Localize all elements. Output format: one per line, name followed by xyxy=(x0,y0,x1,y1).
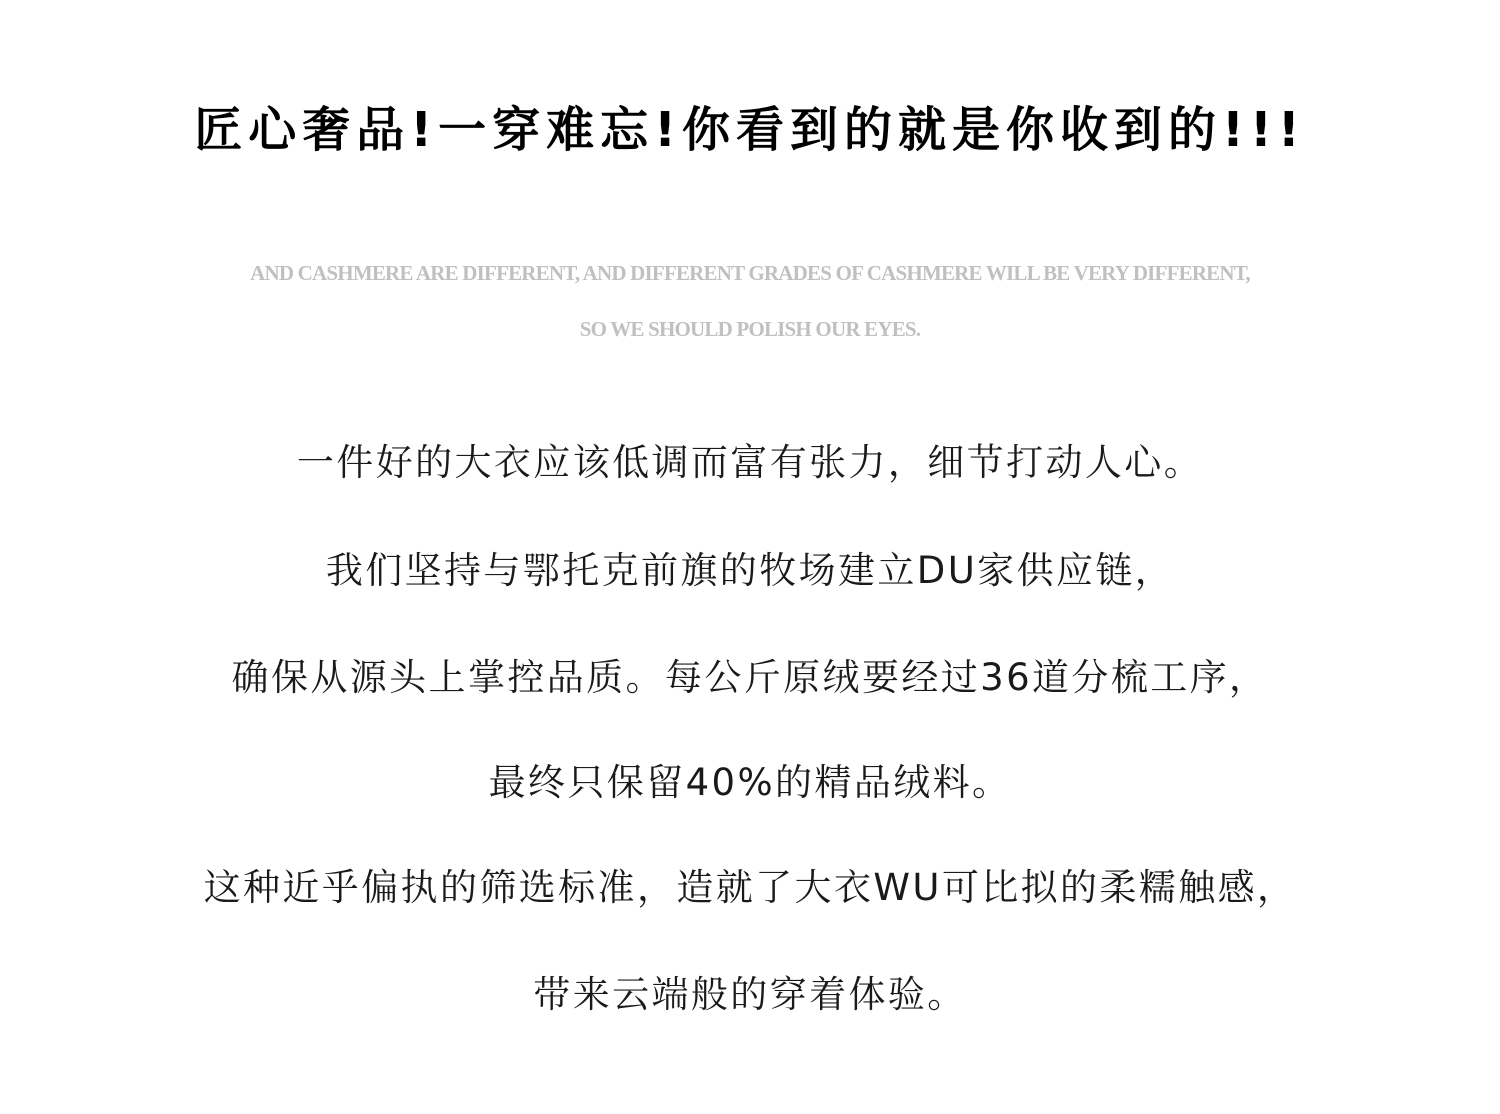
body-line-1: 一件好的大衣应该低调而富有张力，细节打动人心。 xyxy=(296,441,1204,484)
body-line-6: 带来云端般的穿着体验。 xyxy=(533,973,967,1016)
body-line-2: 我们坚持与鄂托克前旗的牧场建立DU家供应链， xyxy=(325,549,1175,592)
body-line-5: 这种近乎偏执的筛选标准，造就了大衣WU可比拟的柔糯触感， xyxy=(203,866,1297,909)
body-line-4: 最终只保留40%的精品绒料。 xyxy=(488,761,1012,804)
subtitle-line-1: AND CASHMERE ARE DIFFERENT, AND DIFFERENT GRADES OF CASHMERE WILL BE VERY DIFFERENT, xyxy=(250,261,1250,285)
subtitle-line-2: SO WE SHOULD POLISH OUR EYES. xyxy=(579,317,921,341)
body-line-3: 确保从源头上掌控品质。每公斤原绒要经过36道分梳工序， xyxy=(231,656,1269,699)
headline: 匠心奢品!一穿难忘!你看到的就是你收到的!!! xyxy=(194,102,1306,158)
